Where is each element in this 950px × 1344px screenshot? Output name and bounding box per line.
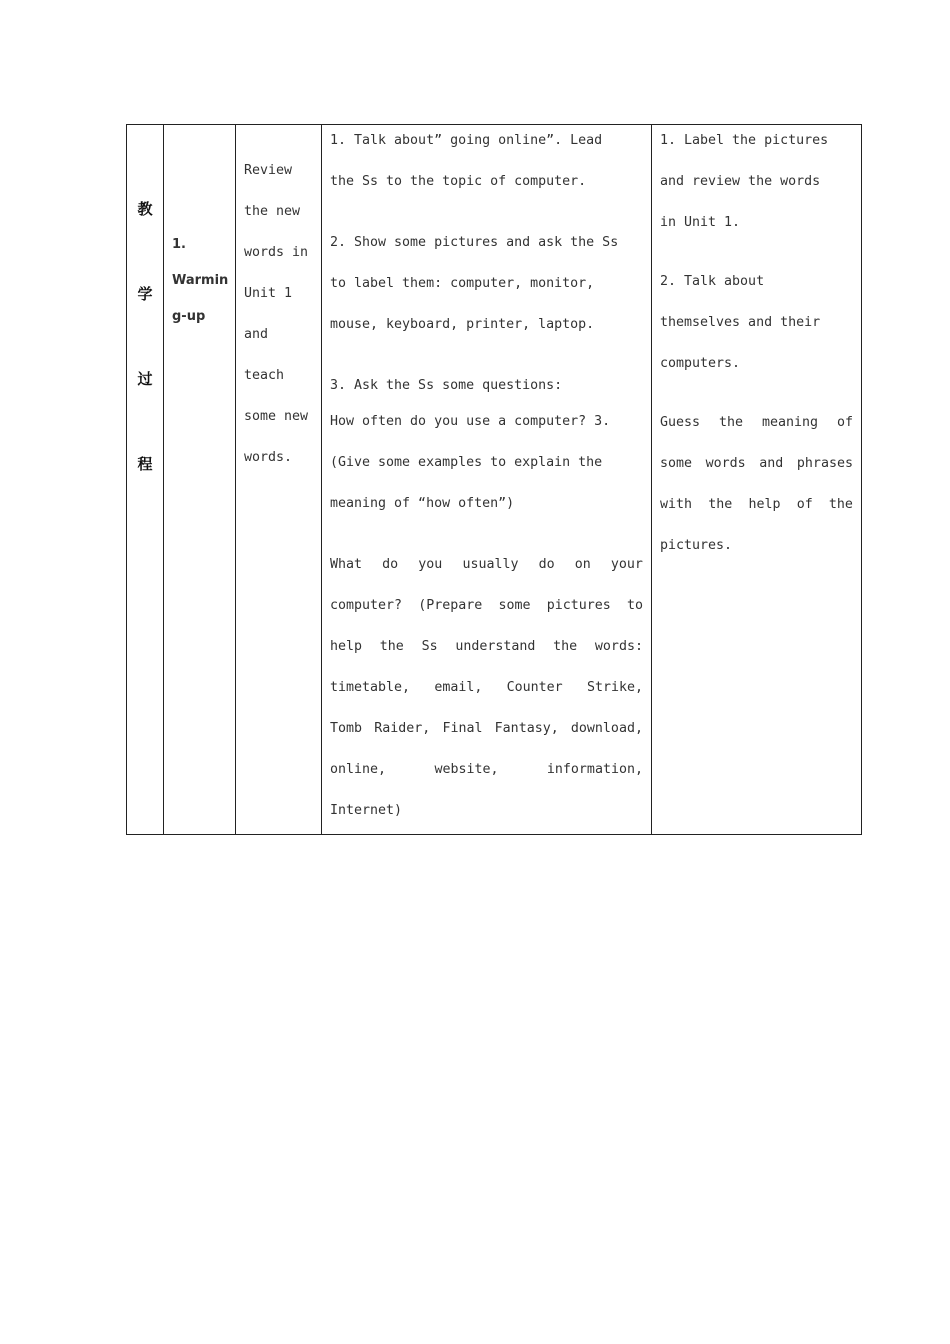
text-line: in Unit 1. — [660, 215, 741, 230]
word: (Prepare — [418, 598, 483, 613]
word: the — [379, 639, 404, 654]
aim-line: Unit 1 — [244, 286, 293, 301]
word: with — [660, 497, 693, 512]
aim-line: Review — [244, 163, 293, 178]
word: the — [828, 497, 853, 512]
process-char: 学 — [137, 285, 153, 303]
word: you — [418, 557, 443, 572]
word: Strike, — [586, 680, 643, 695]
word: website, — [434, 762, 499, 777]
text-line — [660, 443, 853, 484]
teacher-paragraph-3 — [330, 365, 643, 524]
aim-line: some new — [244, 409, 309, 424]
step-line: 1. — [172, 237, 186, 252]
word: on — [574, 557, 591, 572]
student-activity-cell — [652, 125, 862, 835]
word: some — [660, 456, 693, 471]
text-line — [660, 402, 853, 443]
word: Internet) — [330, 803, 403, 818]
text-line — [330, 585, 643, 626]
step-cell — [164, 125, 236, 835]
text-line — [330, 790, 643, 831]
student-paragraph-2 — [660, 261, 853, 384]
text-line: to label them: computer, monitor, — [330, 276, 595, 291]
student-paragraph-1 — [660, 120, 853, 243]
aim-line: words in — [244, 245, 309, 260]
word: help — [748, 497, 781, 512]
word: the — [708, 497, 733, 512]
text-line — [330, 749, 643, 790]
text-line: (Give some examples to explain the — [330, 455, 603, 470]
word: download, — [570, 721, 643, 736]
process-char: 程 — [137, 455, 153, 473]
text-line — [660, 525, 853, 566]
teacher-activity-cell — [322, 125, 652, 835]
word: online, — [330, 762, 387, 777]
text-line: and review the words — [660, 174, 821, 189]
word: information, — [546, 762, 643, 777]
word: timetable, — [330, 680, 411, 695]
word: email, — [434, 680, 483, 695]
word: understand — [455, 639, 536, 654]
table-row — [127, 125, 862, 835]
student-paragraph-3 — [660, 402, 853, 566]
word: do — [538, 557, 555, 572]
text-line: themselves and their — [660, 315, 821, 330]
word: Tomb — [330, 721, 363, 736]
word: Fantasy, — [494, 721, 559, 736]
lesson-plan-table — [126, 124, 862, 835]
word: pictures — [546, 598, 611, 613]
aim-line: and — [244, 327, 269, 342]
word: Raider, — [374, 721, 431, 736]
text-line — [330, 667, 643, 708]
text-line: 1. Label the pictures — [660, 133, 829, 148]
step-line: Warmin — [172, 273, 229, 288]
text-line: How often do you use a computer? 3. — [330, 414, 611, 429]
teaching-process-label-cell — [127, 125, 164, 835]
word: of — [796, 497, 813, 512]
word: Final — [442, 721, 483, 736]
word: computer? — [330, 598, 403, 613]
aim-cell — [236, 125, 322, 835]
text-line — [330, 708, 643, 749]
text-line: the Ss to the topic of computer. — [330, 174, 587, 189]
word: usually — [462, 557, 519, 572]
word: meaning — [761, 415, 819, 430]
word: of — [836, 415, 853, 430]
word: and — [759, 456, 784, 471]
word: pictures. — [660, 538, 733, 553]
text-line: 2. Show some pictures and ask the Ss — [330, 235, 619, 250]
text-line: 1. Talk about” going online”. Lead — [330, 133, 603, 148]
step-line: g-up — [172, 309, 206, 324]
aim-line: teach — [244, 368, 285, 383]
word: to — [626, 598, 643, 613]
text-line — [330, 626, 643, 667]
text-line: meaning of “how often”) — [330, 496, 515, 511]
text-line: computers. — [660, 356, 741, 371]
word: Guess — [660, 415, 701, 430]
word: the — [553, 639, 578, 654]
word: help — [330, 639, 363, 654]
word: do — [382, 557, 399, 572]
word: the — [718, 415, 744, 430]
aim-line: the new — [244, 204, 301, 219]
teacher-paragraph-2 — [330, 222, 643, 345]
process-char: 过 — [137, 370, 153, 388]
text-line: 2. Talk about — [660, 274, 765, 289]
word: some — [498, 598, 531, 613]
text-line — [330, 544, 643, 585]
word: your — [610, 557, 643, 572]
process-char: 教 — [137, 200, 153, 218]
word: Counter — [506, 680, 563, 695]
word: Ss — [421, 639, 438, 654]
word: words: — [594, 639, 643, 654]
word: phrases — [796, 456, 853, 471]
text-line: mouse, keyboard, printer, laptop. — [330, 317, 595, 332]
teacher-paragraph-4 — [330, 544, 643, 831]
teacher-paragraph-1 — [330, 120, 643, 202]
text-line: 3. Ask the Ss some questions: — [330, 378, 563, 393]
word: words — [705, 456, 746, 471]
word: What — [330, 557, 363, 572]
aim-line: words. — [244, 450, 293, 465]
text-line — [660, 484, 853, 525]
